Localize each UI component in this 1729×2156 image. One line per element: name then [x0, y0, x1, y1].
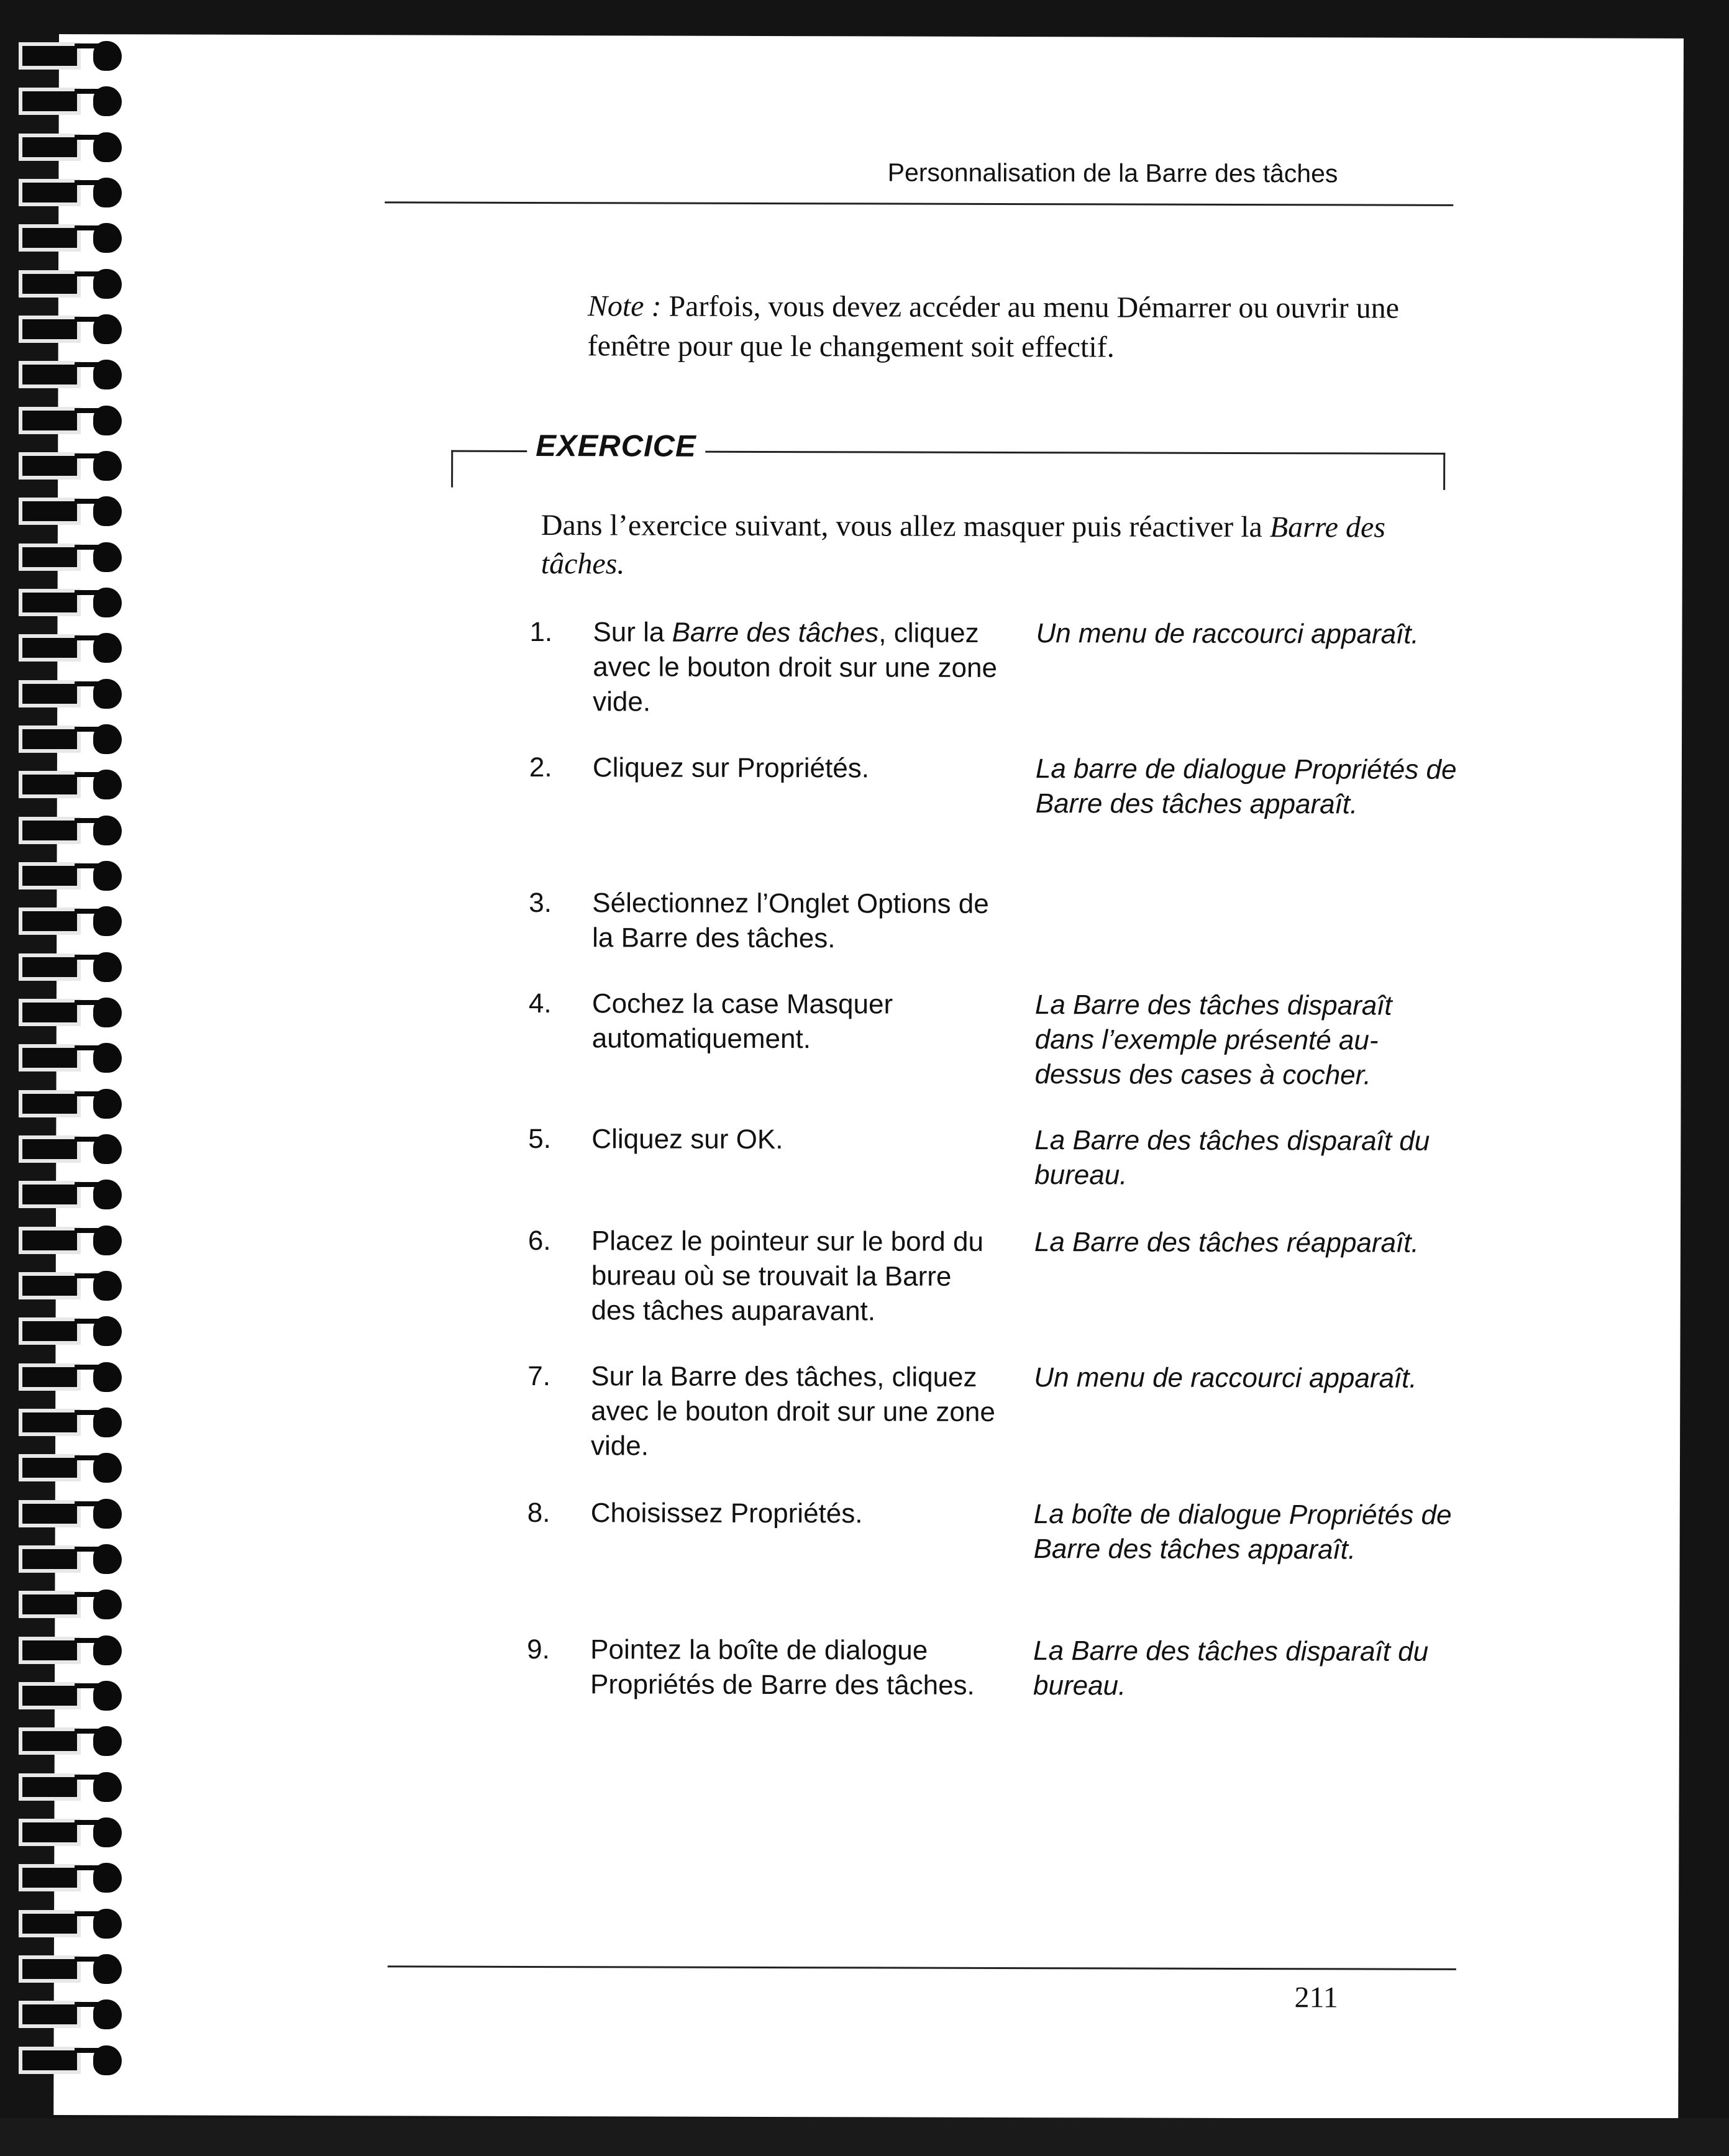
- step-number: 6.: [527, 1225, 551, 1257]
- step-action-prefix: Sélectionnez l’Onglet Options de la Barre des tâches.: [592, 888, 989, 954]
- step-row: [529, 886, 1461, 954]
- step-number: 7.: [527, 1360, 551, 1392]
- binding-ring: [6, 1677, 130, 1714]
- binding-ring: [6, 903, 130, 940]
- exercise-title: EXERCICE: [527, 429, 705, 464]
- binding-ring: [6, 1768, 130, 1806]
- step-number: 5.: [528, 1123, 552, 1155]
- binding-ring: [6, 857, 130, 894]
- note-paragraph: [588, 286, 1458, 368]
- step-row: [529, 615, 1462, 717]
- step-action-suffix: , cliquez avec le bouton droit sur une zone vide.: [593, 617, 998, 717]
- step-number: 4.: [528, 988, 552, 1019]
- step-action: [590, 1632, 1000, 1703]
- binding-ring: [6, 994, 130, 1031]
- step-action: [591, 1122, 1001, 1158]
- binding-ring: [6, 83, 130, 120]
- binding-ring: [6, 1586, 130, 1623]
- step-result: La Barre des tâches disparaît du bureau.: [1034, 1125, 1430, 1191]
- binding-ring: [6, 1996, 130, 2033]
- running-head: Personnalisation de la Barre des tâches: [887, 158, 1338, 188]
- binding-ring: [6, 219, 130, 257]
- step-row: [527, 1632, 1459, 1701]
- note-label: Note :: [587, 289, 662, 323]
- binding-ring: [6, 1085, 130, 1122]
- step-action: [592, 986, 1002, 1057]
- step-result: La boîte de dialogue Propriétés de Barre des tâches apparaît.: [1033, 1499, 1452, 1565]
- binding-ring: [6, 37, 130, 75]
- book-page: [53, 34, 1684, 2119]
- step-action: [592, 886, 1002, 957]
- step-action-emphasis: Barre des tâches: [672, 617, 879, 648]
- intro-end: .: [617, 547, 625, 581]
- step-action-prefix: Cliquez sur Propriétés.: [592, 752, 870, 784]
- step-number: 2.: [529, 752, 552, 783]
- binding-ring: [6, 1722, 130, 1760]
- binding-ring: [6, 1449, 130, 1486]
- step-action: [591, 1359, 1001, 1465]
- step-number: 8.: [527, 1497, 550, 1529]
- binding-ring: [6, 721, 130, 758]
- step-action-prefix: Choisissez Propriétés.: [590, 1498, 863, 1529]
- step-row: [527, 1359, 1459, 1462]
- binding-ring: [6, 584, 130, 621]
- step-result: La barre de dialogue Propriétés de Barre des tâches apparaît.: [1035, 753, 1457, 820]
- binding-ring: [6, 1814, 130, 1851]
- step-action: [591, 1224, 1001, 1329]
- binding-ring: [6, 1176, 130, 1213]
- step-action: [593, 750, 1003, 786]
- binding-ring: [6, 1222, 130, 1259]
- binding-ring: [6, 1267, 130, 1304]
- binding-ring: [6, 675, 130, 712]
- step-action-prefix: Cochez la case Masquer automatiquement.: [591, 988, 893, 1055]
- spiral-binding: [0, 37, 137, 2112]
- binding-ring: [6, 1905, 130, 1942]
- scan-bottom-edge: [0, 2118, 1729, 2156]
- step-result: La Barre des tâches disparaît dans l’exemple présenté au-dessus des cases à cocher.: [1034, 989, 1392, 1091]
- note-text: Parfois, vous devez accéder au menu Démarrer ou ouvrir une fenêtre pour que le changement soit effectif.: [587, 289, 1400, 364]
- exercise-intro: [541, 506, 1454, 586]
- step-result: La Barre des tâches réapparaît.: [1034, 1227, 1419, 1258]
- step-action: [593, 615, 1003, 721]
- header-rule: [385, 201, 1453, 206]
- intro-text: Dans l’exercice suivant, vous allez masquer puis réactiver la: [541, 509, 1270, 544]
- binding-ring: [6, 447, 130, 484]
- binding-ring: [6, 129, 130, 166]
- binding-ring: [6, 1495, 130, 1532]
- binding-ring: [6, 1540, 130, 1578]
- binding-ring: [6, 174, 130, 211]
- binding-ring: [6, 1404, 130, 1441]
- step-action-prefix: Cliquez sur OK.: [591, 1124, 783, 1155]
- step-row: [528, 986, 1461, 1091]
- binding-ring: [6, 948, 130, 986]
- binding-ring: [6, 2042, 130, 2079]
- binding-ring: [6, 1039, 130, 1076]
- step-action-prefix: Pointez la boîte de dialogue Propriétés de Barre des tâches.: [590, 1634, 975, 1701]
- binding-ring: [6, 812, 130, 849]
- binding-ring: [6, 1358, 130, 1396]
- binding-ring: [6, 265, 130, 302]
- binding-ring: [6, 1950, 130, 1988]
- binding-ring: [6, 629, 130, 666]
- step-number: 1.: [529, 616, 553, 648]
- footer-rule: [388, 1965, 1456, 1970]
- step-number: 9.: [527, 1634, 550, 1665]
- binding-ring: [6, 356, 130, 393]
- binding-ring: [6, 311, 130, 348]
- step-row: [527, 1224, 1460, 1327]
- binding-ring: [6, 493, 130, 530]
- binding-ring: [6, 766, 130, 803]
- step-row: [528, 1122, 1460, 1191]
- step-row: [529, 750, 1461, 820]
- binding-ring: [6, 1632, 130, 1669]
- step-number: 3.: [529, 887, 552, 919]
- step-row: [527, 1496, 1459, 1565]
- step-action: [591, 1496, 1001, 1532]
- step-action-prefix: Placez le pointeur sur le bord du bureau où se trouvait la Barre des tâches auparavant.: [591, 1226, 984, 1327]
- exercise-steps: [527, 615, 1462, 1701]
- step-result: [1035, 887, 1458, 888]
- step-action-prefix: Sur la: [593, 617, 672, 648]
- step-action-prefix: Sur la Barre des tâches, cliquez avec le bouton droit sur une zone vide.: [590, 1361, 995, 1462]
- page-number: 211: [1294, 1981, 1338, 2014]
- step-result: Un menu de raccourci apparaît.: [1034, 1362, 1417, 1394]
- binding-ring: [6, 1130, 130, 1168]
- binding-ring: [6, 539, 130, 576]
- binding-ring: [6, 402, 130, 439]
- binding-ring: [6, 1312, 130, 1350]
- binding-ring: [6, 1859, 130, 1896]
- step-result: La Barre des tâches disparaît du bureau.: [1033, 1635, 1429, 1701]
- step-result: Un menu de raccourci apparaît.: [1036, 618, 1419, 650]
- intro-emphasis: Barre des tâches: [541, 511, 1386, 581]
